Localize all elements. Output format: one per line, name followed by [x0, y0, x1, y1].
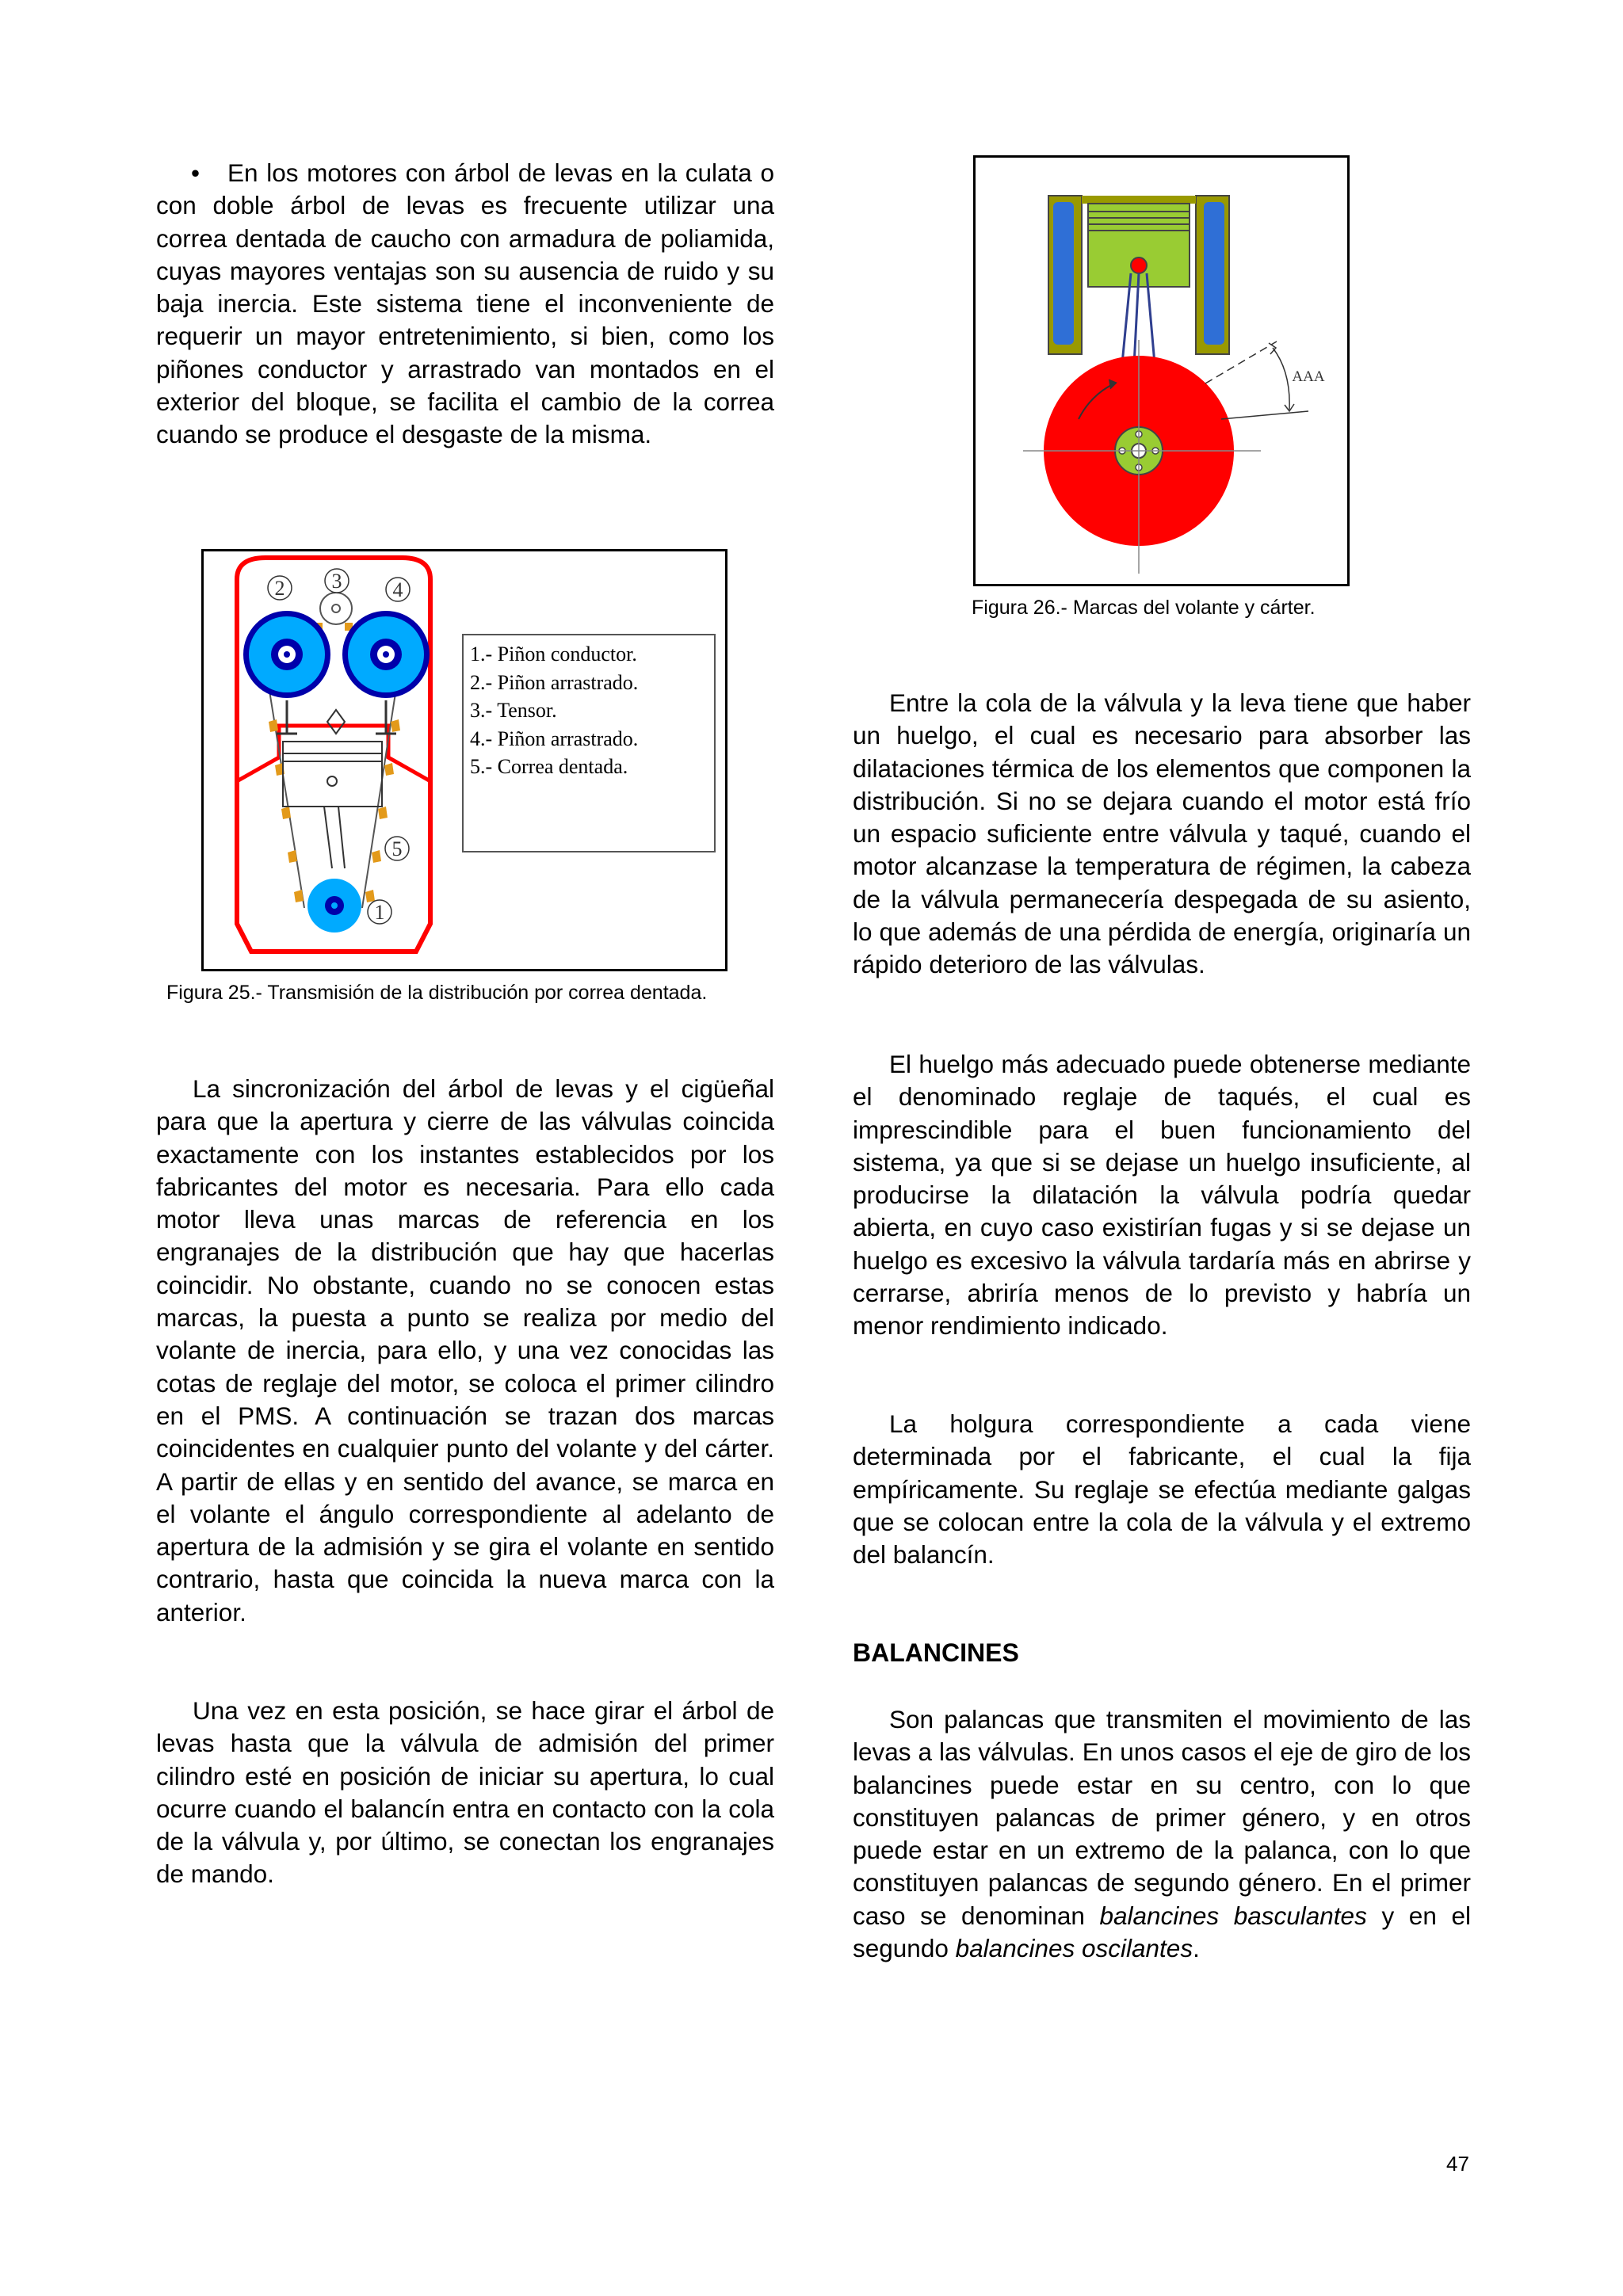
term-basculantes: balancines basculantes	[1099, 1901, 1367, 1930]
section-heading: BALANCINES	[853, 1638, 1019, 1667]
left-paragraph-2: Una vez en esta posición, se hace girar el árbol de levas hasta que la válvula de admisión del primer cilindro esté en posición de iniciar su apertura, lo cual ocurre cuando el balancín entra en contacto con la cola de la válvula y, por último, se conectan los engranajes de mando.	[156, 1696, 774, 1889]
bullet-paragraph	[156, 157, 774, 452]
legend-item: 5.- Correa dentada.	[470, 755, 628, 778]
label-3: 3	[331, 570, 342, 593]
figure-25-caption: Figura 25.- Transmisión de la distribución por correa dentada.	[166, 982, 708, 1004]
left-paragraph-1: La sincronización del árbol de levas y el cigüeñal para que la apertura y cierre de las válvulas coincida exactamente con los instantes establecidos por los fabricantes del motor es necesaria. Para ello cada motor lleva unas marcas de referencia en los engranajes de la distribución que hay que hacerlas coincidir. No obstante, cuando no se conocen estas marcas, la puesta a punto se realiza por medio del volante de inercia, para ello, y una vez conocidas las cotas de reglaje del motor, se coloca el primer cilindro en el PMS. A continuación se trazan dos marcas coincidentes en cualquier punto del volante y del cárter. A partir de ellas y en sentido del avance, se marca en el volante el ángulo correspondiente al adelanto de apertura de la admisión y se gira el volante en sentido contrario, hasta que coincida la nueva marca con la anterior.	[156, 1074, 774, 1627]
right-paragraph-4: Son palancas que transmiten el movimiento de las levas a las válvulas. En unos casos el eje de giro de los balancines puede estar en su centro, con lo que constituyen palancas de primer género, y en otros puede estar en un extremo de la palanca, con lo que constituyen palancas de segundo género. En el primer caso se denominan balancines basculantes y en el segundo balancines oscilantes.	[853, 1705, 1471, 1963]
term-oscilantes: balancines oscilantes	[955, 1934, 1193, 1963]
figure-25	[201, 549, 727, 971]
legend-item: 4.- Piñon arrastrado.	[470, 727, 639, 750]
right-paragraph-1: Entre la cola de la válvula y la leva tiene que haber un huelgo, el cual es necesario para absorber las dilataciones térmica de los elementos que componen la distribución. Si no se dejara cuando el motor está frío un espacio suficiente entre válvula y taqué, cuando el motor alcanzase la temperatura de régimen, la cabeza de la válvula permanecería despegada de su asiento, lo que además de una pérdida de energía, originaría un rápido deterioro de las válvulas.	[853, 688, 1471, 979]
bullet-icon: •	[191, 158, 200, 187]
driven-gear-2	[243, 611, 330, 698]
bullet-text: En los motores con árbol de levas en la culata o con doble árbol de levas es frecuente utilizar una correa dentada de caucho con armadura de poliamida, cuyas mayores ventajas son su ausencia de ruido y su baja inercia. Este sistema tiene el inconveniente de requerir un mayor entretenimiento, si bien, como los piñones conductor y arrastrado van montados en el exterior del bloque, se facilita el cambio de la correa cuando se produce el desgaste de la misma.	[156, 158, 774, 449]
label-2: 2	[274, 577, 285, 600]
label-1: 1	[374, 901, 385, 924]
figure-25-legend	[462, 634, 716, 852]
figure-26	[973, 155, 1350, 586]
angle-label: AAA	[1292, 368, 1325, 385]
label-4: 4	[392, 578, 403, 601]
right-paragraph-3: La holgura correspondiente a cada viene determinada por el fabricante, el cual la fija empíricamente. Su reglaje se efectúa mediante galgas que se colocan entre la cola de la válvula y el extremo del balancín.	[853, 1409, 1471, 1569]
tensioner-3	[320, 593, 352, 624]
legend-item: 1.- Piñon conductor.	[470, 643, 637, 666]
figure-26-caption: Figura 26.- Marcas del volante y cárter.	[972, 597, 1316, 619]
driven-gear-4	[342, 611, 430, 698]
drive-gear-1	[307, 879, 361, 933]
legend-item: 3.- Tensor.	[470, 699, 557, 722]
label-5: 5	[391, 837, 403, 860]
right-paragraph-2: El huelgo más adecuado puede obtenerse mediante el denominado reglaje de taqués, el cual es imprescindible para el buen funcionamiento del sistema, ya que si se dejase un huelgo insuficiente, al producirse la dilatación la válvula podría quedar abierta, en cuyo caso existirían fugas y si se dejase un huelgo es excesivo la válvula tardaría más en abrirse y cerrarse, abriría menos de lo previsto y habría un menor rendimiento indicado.	[853, 1050, 1471, 1341]
page-number: 47	[1446, 2152, 1469, 2176]
legend-item: 2.- Piñon arrastrado.	[470, 670, 639, 694]
flywheel-diagram	[976, 158, 1347, 584]
